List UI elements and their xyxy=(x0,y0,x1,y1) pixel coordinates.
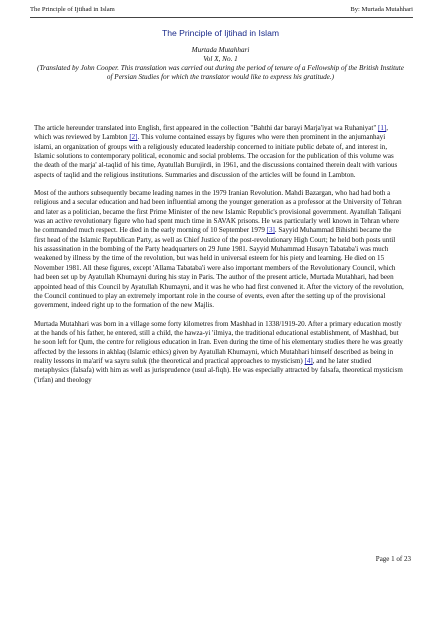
article-title: The Principle of Ijtihad in Islam xyxy=(161,28,280,38)
paragraph-1 xyxy=(34,124,404,180)
header-left-text: The Principle of Ijtihad in Islam xyxy=(30,6,115,13)
paragraph-2-text-a: Most of the authors subsequently became leading names in the 1979 Iranian Revolution. Mahdi Bazargan, who had had both a religious and a secular education and had been influential among the younger generation as a professor at the University of Tehran and later as a politician, became the first Prime Minister of the new Islamic Republic's provisional government. Ayatullah Taliqani was an active revolutionary figure who had spent much time in SAVAK prisons. He was particularly well known in Tehran where he commanded much respect. He died in the early morning of 10 September 1979 xyxy=(34,189,402,235)
footnote-link-3[interactable]: [3] xyxy=(266,226,275,235)
author-name: Murtada Mutahhari xyxy=(191,46,250,54)
paragraph-1-text-c: . This volume contained essays by figures who were then prominent in the anjumanhayi islami, an organization of groups with a religiously educated leadership concerned to initiate public debate of, and interest in, Islamic solutions to contemporary political, economic and social problems. The occasion for the publication of this volume was the death of the marja' al-taqlid of his time, Ayatullah Burujirdi, in 1961, and the discussions contained therein dealt with various aspects of taqlid and the religious institutions. Summaries and discussion of the articles will be found in Lambton. xyxy=(34,133,398,179)
paragraph-3-text-b: , and he later studied metaphysics (falsafa) with him as well as jurisprudence (usul al-fiqh). He was especially attracted by falsafa, theoretical mysticism ('irfan) and theology xyxy=(34,356,403,384)
article-body xyxy=(34,124,404,394)
paragraph-2-text-b: . Sayyid Muhammad Bihishti became the first head of the Islamic Republican Party, as well as Chief Justice of the post-revolutionary High Court; he held both posts until his assassination in the bombing of the Party headquarters on 29 June 1981. Sayyid Muhammad Husayn Tabataba'i was much weakened by illness by the time of the revolution, but was held in universal esteem for his piety and learning. He died on 15 November 1981. All these figures, except 'Allama Tabataba'i were also important members of the Revolutionary Council, which had been set up by Ayatullah Khumayni during his stay in Paris. The author of the present article, Murtada Mutahhari, had been appointed head of this Council by Ayatullah Khumayni, and it was he who had first convened it. After the victory of the revolution, the Council continued to play an extremely important role in the course of events, even after the setting up of the provisional government, indeed right up to the formation of the new Majlis. xyxy=(34,226,404,310)
paragraph-3 xyxy=(34,320,404,385)
footnote-link-2[interactable]: [2] xyxy=(129,133,138,142)
article-meta xyxy=(36,46,405,82)
paragraph-1-text-b: , which was reviewed by Lambton xyxy=(34,124,388,142)
paragraph-3-text-a: Murtada Mutahhari was born in a village some forty kilometres from Mashhad in 1338/1919-20. After a primary education mostly at the hands of his father, he entered, still a child, the hawza-yi 'ilmiya, the traditional educational establishment, of Mashhad, but he soon left for Qum, the centre for religious education in Iran. Even during the time of his elementary studies there he was greatly affected by the lessons in akhlaq (Islamic ethics) given by Ayatullah Khumayni, which Mutahhari himself described as being in reality lessons in ma'arif wa sayru suluk (the theoretical and practical approaches to mysticism) xyxy=(34,319,403,365)
volume-info: Vol X, No. 1 xyxy=(203,55,238,63)
header-rule xyxy=(30,17,413,18)
paragraph-1-text-a: The article hereunder translated into English, first appeared in the collection "Bahthi dar barayi Marja'iyat wa Ruhaniyat" xyxy=(34,124,378,132)
page-number: Page 1 of 23 xyxy=(375,555,411,563)
paragraph-2 xyxy=(34,189,404,310)
footnote-link-1[interactable]: [1] xyxy=(377,124,387,132)
header-right-text: By: Murtada Mutahhari xyxy=(350,6,413,13)
footnote-link-4[interactable]: [4] xyxy=(304,356,313,365)
translation-note: (Translated by John Cooper. This translation was carried out during the period of tenure of a Fellowship of the British Institute of Persian Studies for which the translator would like to express his gratitude.) xyxy=(37,64,404,81)
